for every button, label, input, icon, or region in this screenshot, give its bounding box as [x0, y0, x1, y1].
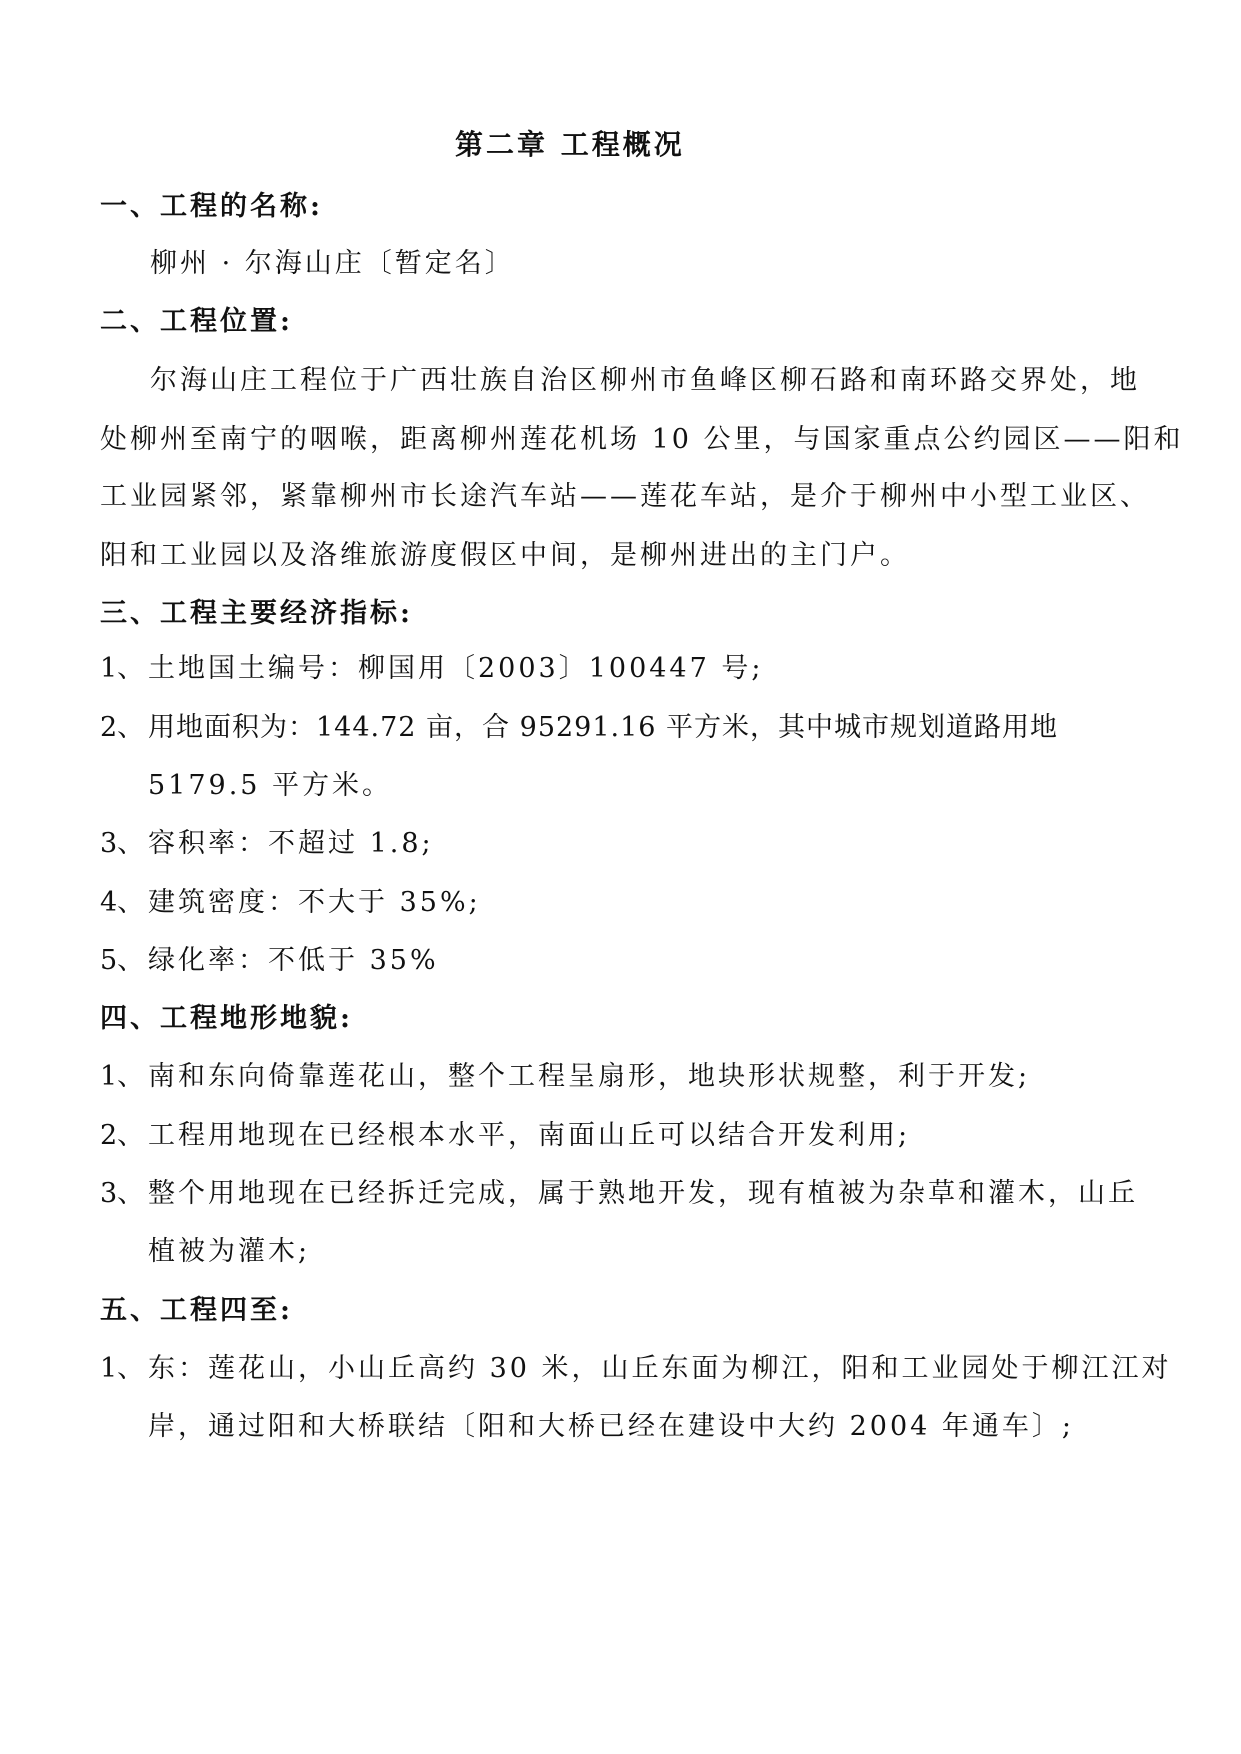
indicator-building-density: 建筑密度：不大于 35%; — [148, 887, 481, 918]
list-number: 5、 — [100, 945, 145, 976]
list-number: 3、 — [100, 828, 145, 859]
indicator-land-number: 土地国土编号：柳国用〔2003〕100447 号; — [148, 653, 764, 684]
terrain-item-2: 工程用地现在已经根本水平，南面山丘可以结合开发利用; — [148, 1120, 911, 1151]
indicator-land-area-line-1: 用地面积为：144.72 亩，合 95291.16 平方米，其中城市规划道路用地 — [148, 712, 1059, 743]
terrain-item-3-line-2: 植被为灌木; — [148, 1236, 311, 1267]
list-number: 1、 — [100, 1061, 145, 1092]
location-line-2: 处柳州至南宁的咽喉，距离柳州莲花机场 10 公里，与国家重点公约园区——阳和 — [100, 424, 1184, 455]
section-heading-indicators: 三、工程主要经济指标: — [100, 598, 413, 629]
section-heading-name: 一、工程的名称: — [100, 191, 323, 222]
list-number: 1、 — [100, 653, 145, 684]
boundary-east-line-2: 岸，通过阳和大桥联结〔阳和大桥已经在建设中大约 2004 年通车〕; — [148, 1411, 1074, 1442]
section-heading-boundaries: 五、工程四至: — [100, 1295, 293, 1326]
location-line-3: 工业园紧邻，紧靠柳州市长途汽车站——莲花车站，是介于柳州中小型工业区、 — [100, 481, 1150, 512]
indicator-plot-ratio: 容积率：不超过 1.8; — [148, 828, 434, 859]
list-number: 2、 — [100, 1120, 145, 1151]
project-name: 柳州 · 尔海山庄〔暂定名〕 — [150, 248, 515, 279]
list-number: 4、 — [100, 887, 145, 918]
terrain-item-3-line-1: 整个用地现在已经拆迁完成，属于熟地开发，现有植被为杂草和灌木，山丘 — [148, 1178, 1138, 1209]
indicator-land-area-line-2: 5179.5 平方米。 — [148, 770, 393, 801]
section-heading-location: 二、工程位置: — [100, 306, 293, 337]
chapter-title: 第二章 工程概况 — [455, 128, 685, 161]
boundary-east-line-1: 东：莲花山，小山丘高约 30 米，山丘东面为柳江，阳和工业园处于柳江江对 — [148, 1353, 1172, 1384]
list-number: 1、 — [100, 1353, 145, 1384]
location-line-1: 尔海山庄工程位于广西壮族自治区柳州市鱼峰区柳石路和南环路交界处，地 — [150, 365, 1140, 396]
list-number: 3、 — [100, 1178, 145, 1209]
list-number: 2、 — [100, 712, 145, 743]
location-line-4: 阳和工业园以及洛维旅游度假区中间，是柳州进出的主门户。 — [100, 540, 910, 571]
terrain-item-1: 南和东向倚靠莲花山，整个工程呈扇形，地块形状规整，利于开发; — [148, 1061, 1031, 1092]
section-heading-terrain: 四、工程地形地貌: — [100, 1003, 353, 1034]
indicator-green-ratio: 绿化率：不低于 35% — [148, 945, 439, 976]
